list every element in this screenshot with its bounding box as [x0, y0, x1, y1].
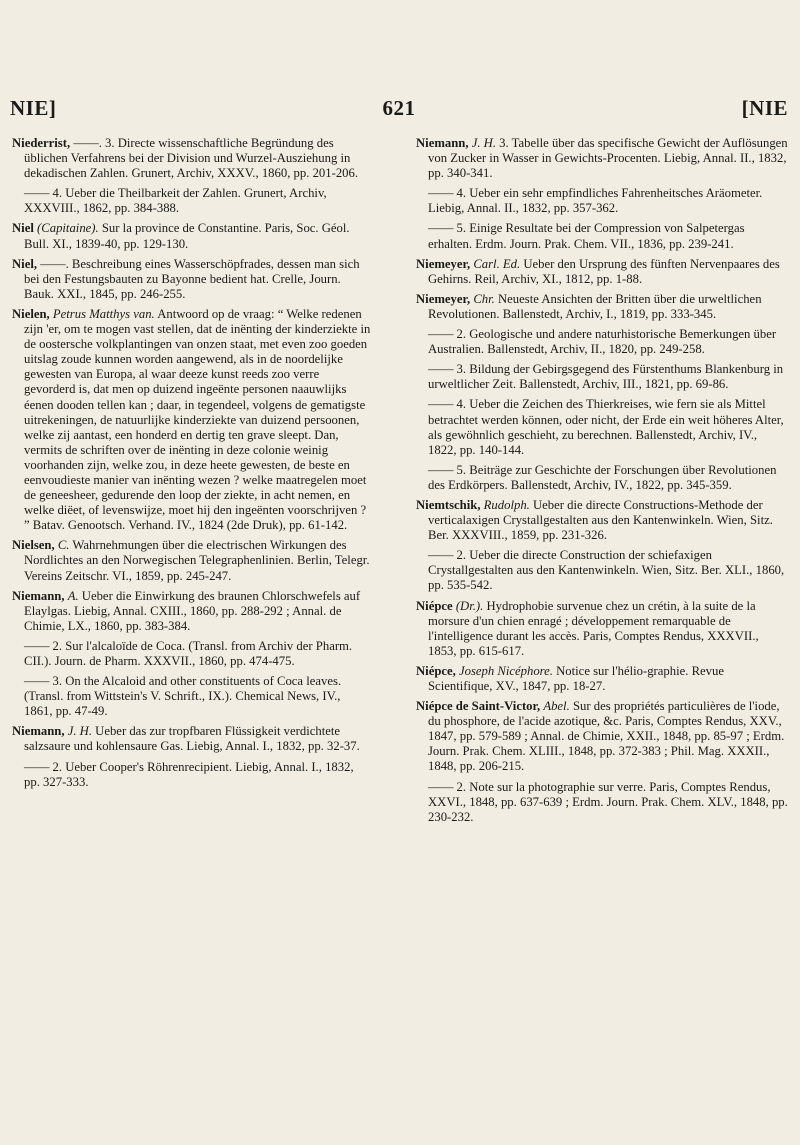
entry-text: Notice sur l'hélio-graphie. Revue Scientifique, XV., 1847, pp. 18-27.	[428, 663, 724, 693]
entry-author-given: Carl. Ed.	[473, 256, 521, 271]
entry-author-given: Petrus Matthys van.	[52, 306, 155, 321]
right-column	[416, 136, 788, 830]
bibliography-entry	[12, 760, 372, 790]
bibliography-entry	[416, 463, 788, 493]
entry-author-given: Chr.	[473, 291, 495, 306]
bibliography-entry	[416, 327, 788, 357]
entry-text: Sur la province de Constantine. Paris, Soc. Géol. Bull. XI., 1839-40, pp. 129-130.	[24, 221, 350, 251]
entry-text: —— 4. Ueber die Zeichen des Thierkreises, wie fern sie als Mittel betrachtet werden können, oder nicht, der Erde ein weit höheres Alter, als gewöhnlich geschieht, zu berechnen. Ballenstedt, Archiv, IV., 1822, pp. 140-144.	[428, 397, 784, 457]
bibliography-entry	[12, 136, 372, 181]
entry-author-surname: Niépce,	[416, 663, 456, 678]
bibliography-entry	[416, 257, 788, 287]
bibliography-entry	[416, 362, 788, 392]
entry-author-surname: Niemtschik,	[416, 497, 481, 512]
entry-text: —— 3. On the Alcaloid and other constituents of Coca leaves. (Transl. from Wittstein's V. Schrift., IX.). Chemical News, IV., 1861, pp. 47-49.	[24, 674, 342, 719]
entry-text: Antwoord op de vraag: “ Welke redenen zijn 'er, om te mogen vast stellen, dat de inënting der kinderziekte in de oostersche volkplantingen van onzen staat, met even zoo goeden uitslag zoude kunnen worden aangewend, als in de noordelijke gewesten van Europa, al waar deeze kunst reeds zoo verre gevorderd is, dat men op duizend ingeënte personen naauwlijks éenen dooden tellen kan ; daar, in tegendeel, volgens de gematigste uitrekeningen, de natuurlijke kinderziekte van duizend persoonen, welke zij aantast, een honderd en dertig ten grave sleept. Dan, vermits de schriften over de inënting in deze colonie weinig voorhanden zijn, welke zou, in deze heete gewesten, de beste en eenvoudieste manier van inënting wezen ? welke maatregelen moet de geneesheer, gedurende den loop der ziekte, in acht nemen, en welke diëet, of levenswijze, moet hij den ingeënten voorschrijven ? ” Batav. Genootsch. Verhand. IV., 1824 (2de Druk), pp. 61-142.	[24, 306, 371, 533]
entry-author-given: A.	[67, 588, 79, 603]
entry-text: 3. Tabelle über das specifische Gewicht der Auflösungen von Zucker in Wasser in Gewichts-Procenten. Liebig, Annal. II., 1832, pp. 340-341.	[428, 136, 788, 181]
entry-text: —— 5. Beiträge zur Geschichte der Forschungen über Revolutionen des Erdkörpers. Ballenstedt, Archiv, IV., 1822, pp. 345-359.	[428, 462, 777, 492]
bibliography-entry	[416, 186, 788, 216]
entry-text: —— 3. Bildung der Gebirgsgegend des Fürstenthums Blankenburg in urweltlicher Zeit. Ballenstedt, Archiv, III., 1821, pp. 69-86.	[428, 362, 784, 392]
entry-author-surname: Niemann,	[416, 136, 469, 150]
entry-text: —— 4. Ueber ein sehr empfindliches Fahrenheitsches Aräometer. Liebig, Annal. II., 1832, pp. 357-362.	[428, 186, 763, 216]
bibliography-entry	[416, 780, 788, 825]
entry-text: —— 2. Sur l'alcaloïde de Coca. (Transl. from Archiv der Pharm. CII.). Journ. de Pharm. XXXVII., 1860, pp. 474-475.	[24, 638, 353, 668]
bibliography-entry	[416, 292, 788, 322]
entry-text: —— 2. Geologische und andere naturhistorische Bemerkungen über Australien. Ballenstedt, Archiv, II., 1820, pp. 249-258.	[428, 327, 777, 357]
entry-text: Sur des propriétés particulières de l'iode, du phosphore, de l'acide azotique, &c. Paris, Comptes Rendus, XXV., 1847, pp. 579-589 ; Annal. de Chimie, XXII., 1848, pp. 85-97 ; Erdm. Journ. Prak. Chem. XLIII., 1848, pp. 372-383 ; Phil. Mag. XXXII., 1848, pp. 206-215.	[428, 699, 785, 774]
entry-author-surname: Niemann,	[12, 588, 65, 603]
entry-author-given: (Capitaine).	[37, 221, 99, 236]
entry-author-surname: Niépce	[416, 598, 453, 613]
left-column	[12, 136, 372, 795]
entry-text: —— 2. Ueber Cooper's Röhrenrecipient. Liebig, Annal. I., 1832, pp. 327-333.	[24, 759, 354, 789]
entry-author-given: J. H.	[471, 136, 496, 150]
bibliography-entry	[12, 221, 372, 251]
bibliography-entry	[416, 599, 788, 659]
bibliography-entry	[12, 186, 372, 216]
entry-text: ——. Beschreibung eines Wasserschöpfrades, dessen man sich bei den Festungsbauten zu Bayonne bedient hat. Crelle, Journ. Bauk. XXI., 1845, pp. 246-255.	[24, 256, 360, 301]
entry-text: Neueste Ansichten der Britten über die urweltlichen Revolutionen. Ballenstedt, Archiv, I., 1819, pp. 333-345.	[428, 291, 762, 321]
entry-text: Ueber die directe Constructions-Methode der verticalaxigen Crystallgestalten aus den Kantenwinkeln. Wien, Sitz. Ber. XXXVIII., 1859, pp. 231-326.	[428, 497, 773, 543]
entry-text: —— 4. Ueber die Theilbarkeit der Zahlen. Grunert, Archiv, XXXVIII., 1862, pp. 384-388.	[24, 186, 327, 216]
bibliography-entry	[12, 639, 372, 669]
bibliography-entry	[416, 548, 788, 593]
entry-author-given: C.	[57, 538, 70, 553]
entry-text: —— 5. Einige Resultate bei der Compression von Salpetergas erhalten. Erdm. Journ. Prak. Chem. VII., 1836, pp. 239-241.	[428, 221, 745, 251]
bibliography-entry	[12, 674, 372, 719]
entry-text: Wahrnehmungen über die electrischen Wirkungen des Nordlichtes an den Norwegischen Telegraphenlinien. Berlin, Telegr. Vereins Zeitschr. VI., 1859, pp. 245-247.	[24, 538, 370, 583]
entry-author-given: Joseph Nicéphore.	[458, 663, 553, 678]
entry-text: Ueber das zur tropfbaren Flüssigkeit verdichtete salzsaure und kohlensaure Gas. Liebig, Annal. I., 1832, pp. 32-37.	[24, 724, 360, 754]
entry-author-surname: Niel,	[12, 256, 38, 271]
bibliography-entry	[12, 257, 372, 302]
entry-text: —— 2. Note sur la photographie sur verre. Paris, Comptes Rendus, XXVI., 1848, pp. 637-639 ; Erdm. Journ. Prak. Chem. XLV., 1848, pp. 230-232.	[428, 779, 788, 824]
bibliography-entry	[12, 307, 372, 533]
entry-author-given: Rudolph.	[483, 497, 530, 512]
header-range-left: NIE]	[10, 96, 57, 120]
bibliography-entry	[416, 498, 788, 543]
bibliography-entry	[416, 699, 788, 774]
entry-author-surname: Nielen,	[12, 306, 50, 321]
bibliography-entry	[416, 136, 788, 181]
bibliography-entry	[416, 397, 788, 457]
entry-author-given: Abel.	[543, 699, 570, 714]
bibliography-entry	[12, 538, 372, 583]
entry-author-surname: Nielsen,	[12, 538, 55, 553]
entry-author-surname: Niépce de Saint-Victor,	[416, 699, 541, 714]
entry-text: Hydrophobie survenue chez un crétin, à la suite de la morsure d'un chien enragé ; développement remarquable de l'intelligence durant les accès. Paris, Comptes Rendus, XXXVII., 1853, pp. 615-617.	[428, 598, 759, 658]
bibliography-entry	[12, 589, 372, 634]
entry-author-surname: Niederrist,	[12, 136, 71, 150]
page-number: 621	[382, 96, 416, 120]
bibliography-entry	[416, 221, 788, 251]
entry-author-given: (Dr.).	[455, 598, 484, 613]
entry-author-surname: Niel	[12, 221, 34, 236]
entry-text: Ueber die Einwirkung des braunen Chlorschwefels auf Elaylgas. Liebig, Annal. CXIII., 1860, pp. 288-292 ; Annal. de Chimie, LX., 1860, pp. 383-384.	[24, 588, 361, 633]
bibliography-entry	[12, 724, 372, 754]
entry-author-surname: Niemeyer,	[416, 291, 471, 306]
entry-text: ——. 3. Directe wissenschaftliche Begründung des üblichen Verfahrens bei der Division und Wurzel-Ausziehung in dekadischen Zahlen. Grunert, Archiv, XXXV., 1860, pp. 201-206.	[24, 136, 359, 181]
bibliography-entry	[416, 664, 788, 694]
entry-text: Ueber den Ursprung des fünften Nervenpaares des Gehirns. Reil, Archiv, XI., 1812, pp. 1-88.	[428, 256, 780, 286]
header-range-right: [NIE	[741, 96, 788, 120]
entry-text: —— 2. Ueber die directe Construction der schiefaxigen Crystallgestalten aus den Kantenwinkeln. Wien, Sitz. Ber. XLI., 1860, pp. 535-542.	[428, 548, 785, 593]
entry-author-given: J. H.	[67, 724, 92, 739]
entry-author-surname: Niemeyer,	[416, 256, 471, 271]
page-header	[10, 96, 788, 120]
entry-author-surname: Niemann,	[12, 724, 65, 739]
